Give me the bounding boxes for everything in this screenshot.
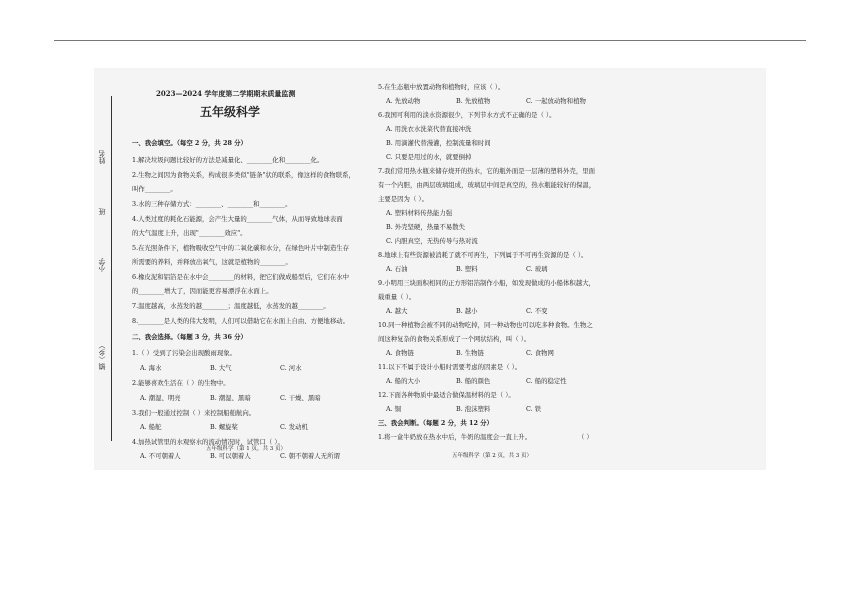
- choice-4: 4.加热试管里的水观察水的流动情况时，试管口（ ）。: [132, 438, 284, 446]
- choice-7-option-c: C. 内胆真空，无热传导与热对流: [386, 237, 478, 245]
- choice-9a: 9.小明用三块面积相同的正方形铝箔制作小船，如发现做成的小船体积越大，: [378, 279, 595, 287]
- choice-12: 12.下面各种物质中最适合做保温材料的是（ ）。: [378, 391, 515, 399]
- page-2-footer: 五年级科学（第 2 页，共 3 页）: [452, 453, 532, 459]
- choice-3-option-b: B. 螺旋桨: [210, 423, 238, 431]
- choice-11: 11.以下不属于设计小船时需要考虑的因素是（ ）。: [378, 363, 522, 371]
- top-rule: [54, 40, 806, 41]
- question-1-1: 1.解决垃圾问题比较好的方法是减量化、________化和________化。: [132, 156, 324, 164]
- choice-6-option-a: A. 用洗衣水洗菜代替直接冲洗: [386, 125, 472, 133]
- choice-2-option-a: A. 潮湿、明亮: [140, 394, 181, 402]
- choice-12-option-c: C. 铁: [526, 405, 542, 413]
- question-1-2a: 2.生物之间因为食物关系，构成很多类似"链条"状的联系，像这样的食物联系，: [132, 171, 355, 179]
- question-1-4b: 的大气温度上升，出现"________效应"。: [132, 229, 247, 237]
- choice-10-option-c: C. 食物网: [526, 349, 554, 357]
- choice-10a: 10.同一种植物会被不同的动物吃掉，同一种动物也可以吃多种食物。生物之: [378, 321, 593, 329]
- exam-title: 2023—2024 学年度第二学期期末质量监测: [156, 89, 296, 98]
- right-column: [378, 80, 618, 460]
- choice-7-option-b: B. 外壳坚硬，热量不易散失: [386, 223, 466, 231]
- choice-3-option-c: C. 发动机: [280, 423, 308, 431]
- question-1-4a: 4.人类过度的耗化石能源，会产生大量的________气体，从而导致地球表面: [132, 215, 343, 223]
- choice-6-option-c: C. 只要是用过的水，就要倒掉: [386, 153, 472, 161]
- question-1-8: 8.________是人类的伟大发明，人们可以借助它在水面上自由、方便地移动。: [132, 317, 349, 325]
- choice-9-option-c: C. 不变: [526, 307, 548, 315]
- question-1-6b: 的________增大了，因而能更容易漂浮在水面上。: [132, 287, 273, 295]
- choice-1-option-b: B. 大气: [210, 364, 232, 372]
- judge-1: 1.将一盒牛奶放在热水中后，牛奶的温度会一直上升。: [378, 433, 532, 441]
- margin-line: [111, 96, 112, 441]
- choice-10-option-b: B. 生物链: [456, 349, 484, 357]
- choice-2-option-b: B. 潮湿、黑暗: [210, 394, 251, 402]
- choice-6: 6.我国可利用的淡水资源很少，下列节水方式不正确的是（ ）。: [378, 111, 556, 119]
- question-1-5b: 所需要的养料，并释放出氧气，这就是植物的________。: [132, 258, 292, 266]
- choice-5: 5.在生态瓶中放置动物和植物时，应该（ ）。: [378, 83, 505, 91]
- choice-3: 3.我们一般通过控制（ ）来控制船舶航向。: [132, 409, 256, 417]
- choice-7-option-a: A. 塑料材料传热能力强: [386, 209, 453, 217]
- choice-12-option-a: A. 铜: [386, 405, 402, 413]
- choice-4-option-c: C. 朝不朝着人无所谓: [280, 452, 340, 460]
- choice-9b: 载重量（ ）。: [378, 293, 416, 301]
- choice-9-option-a: A. 越大: [386, 307, 408, 315]
- section-2-heading: 二、我会选择。（每题 3 分，共 36 分）: [132, 333, 247, 341]
- subject-title: 五年级科学: [200, 105, 261, 119]
- margin-name: 姓名: [98, 150, 106, 164]
- question-1-7: 7.温度越高，水蒸发的越________；温度越低，水蒸发的越________。: [132, 302, 330, 310]
- choice-1: 1.（ ）受到了污染会出现酸雨现象。: [132, 349, 236, 357]
- page-1-footer: 五年级科学（第 1 页，共 3 页）: [206, 446, 286, 452]
- choice-8-option-c: C. 玻璃: [526, 265, 548, 273]
- judge-1-paren: （ ）: [578, 433, 593, 441]
- choice-5-option-c: C. 一起放动物和植物: [526, 97, 586, 105]
- choice-8: 8.地球上有些资源被消耗了就不可再生，下列属于不可再生资源的是（ ）。: [378, 251, 588, 259]
- section-1-heading: 一、我会填空。（每空 2 分，共 28 分）: [132, 139, 247, 147]
- choice-10-option-a: A. 食物链: [386, 349, 414, 357]
- question-1-3: 3.水的三种存储方式：________、________和________。: [132, 200, 292, 208]
- choice-2-option-c: C. 干燥、黑暗: [280, 394, 321, 402]
- margin-class: 班: [98, 208, 106, 215]
- choice-2: 2.能够喜欢生活在（ ）的生物中。: [132, 379, 230, 387]
- question-1-5a: 5.在光照条件下，植物吸收空气中的二氧化碳和水分，在绿色叶片中制造生存: [132, 244, 349, 252]
- choice-11-option-c: C. 船的稳定性: [526, 377, 567, 385]
- choice-7c: 主要是因为（ ）。: [378, 195, 428, 203]
- choice-5-option-b: B. 先放植物: [456, 97, 491, 105]
- choice-9-option-b: B. 越小: [456, 307, 478, 315]
- choice-4-option-a: A. 不可朝着人: [140, 452, 181, 460]
- choice-10b: 间这种复杂的食物关系形成了一个网状结构，叫（ ）。: [378, 335, 531, 343]
- choice-5-option-a: A. 先放动物: [386, 97, 421, 105]
- choice-1-option-c: C. 河水: [280, 364, 302, 372]
- choice-1-option-a: A. 海水: [140, 364, 162, 372]
- section-3-heading: 三、我会判断。（每题 2 分，共 12 分）: [378, 419, 493, 427]
- question-1-2b: 叫作________。: [132, 185, 177, 193]
- choice-12-option-b: B. 泡沫塑料: [456, 405, 491, 413]
- left-column: [128, 80, 358, 460]
- choice-6-option-b: B. 用滴灌代替漫灌，控制流量和时间: [386, 139, 491, 147]
- question-1-6a: 6.橡皮泥和铝箔是在水中会________的材料，把它们做成船型后，它们在水中: [132, 273, 349, 281]
- margin-school: 小学: [98, 258, 106, 272]
- choice-7b: 有一个内胆，由两层玻璃组成，玻璃层中间是真空的，热水瓶能较好的保温，: [378, 181, 596, 189]
- choice-8-option-a: A. 石油: [386, 265, 408, 273]
- choice-11-option-a: A. 船的大小: [386, 377, 421, 385]
- margin-town: 镇（乡）: [98, 342, 106, 370]
- choice-11-option-b: B. 船的颜色: [456, 377, 491, 385]
- choice-7a: 7.我们常用热水瓶来储存烧开的热水，它的瓶外面是一层薄的塑料外壳，里面: [378, 167, 595, 175]
- choice-4-option-b: B. 可以朝着人: [210, 452, 251, 460]
- choice-3-option-a: A. 船舵: [140, 423, 162, 431]
- choice-8-option-b: B. 塑料: [456, 265, 478, 273]
